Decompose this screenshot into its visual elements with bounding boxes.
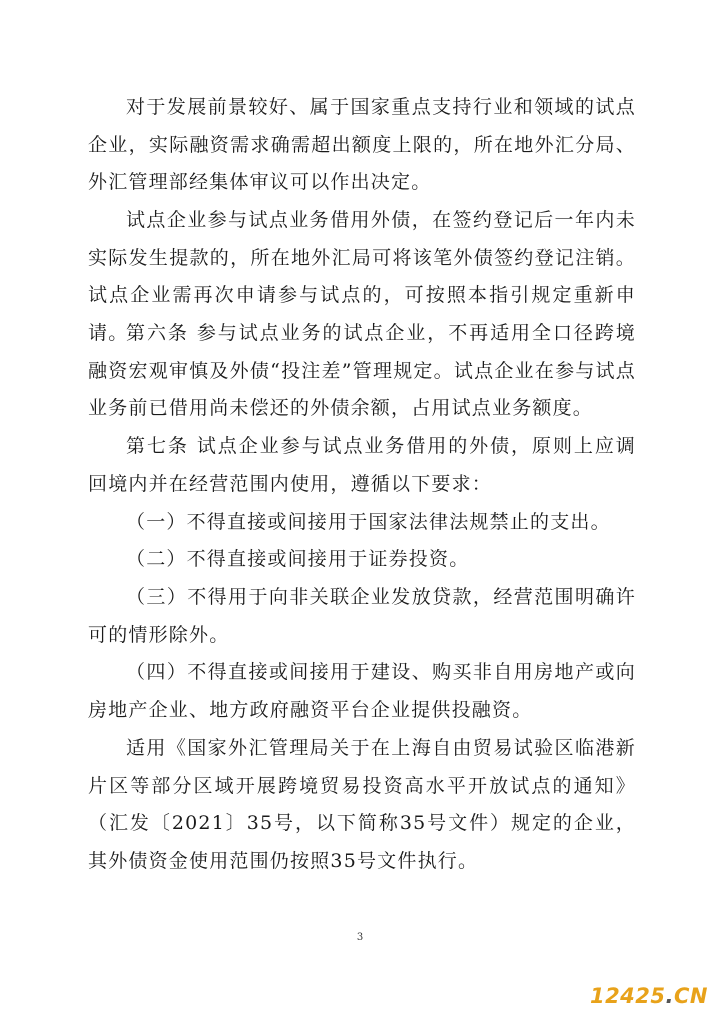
watermark-number: 12425 [589,984,666,1008]
watermark-dot: . [665,984,674,1008]
list-item-3: （三）不得用于向非关联企业发放贷款，经营范围明确许可的情形除外。 [88,586,636,646]
list-item-1: （一）不得直接或间接用于国家法律法规禁止的支出。 [126,511,611,533]
paragraph-2: 试点企业参与试点业务借用外债，在签约登记后一年内未实际发生提款的，所在地外汇局可将该笔外债签约登记注销。试点企业需再次申请参与试点的，可按照本指引规定重新申请。 [88,209,636,344]
list-item-4: （四）不得直接或间接用于建设、购买非自用房地产或向房地产企业、地方政府融资平台企业提供投融资。 [88,661,636,721]
paragraph-applicability: 适用《国家外汇管理局关于在上海自由贸易试验区临港新片区等部分区域开展跨境贸易投资高水平开放试点的通知》（汇发〔2021〕35号，以下简称35号文件）规定的企业，其外债资金使用范围仍按照35号文件执行。 [88,737,636,872]
paragraph-article-6: 第六条 参与试点业务的试点企业，不再适用全口径跨境融资宏观审慎及外债“投注差”管理规定。试点企业在参与试点业务前已借用尚未偿还的外债余额，占用试点业务额度。 [88,322,636,419]
page-number: 3 [356,932,364,943]
site-watermark [590,984,708,1008]
paragraph-1: 对于发展前景较好、属于国家重点支持行业和领域的试点企业，实际融资需求确需超出额度上限的，所在地外汇分局、外汇管理部经集体审议可以作出决定。 [88,96,636,193]
watermark-suffix: CN [674,984,708,1008]
paragraph-article-7: 第七条 试点企业参与试点业务借用的外债，原则上应调回境内并在经营范围内使用，遵循以下要求： [88,435,636,495]
list-item-2: （二）不得直接或间接用于证券投资。 [126,548,470,570]
